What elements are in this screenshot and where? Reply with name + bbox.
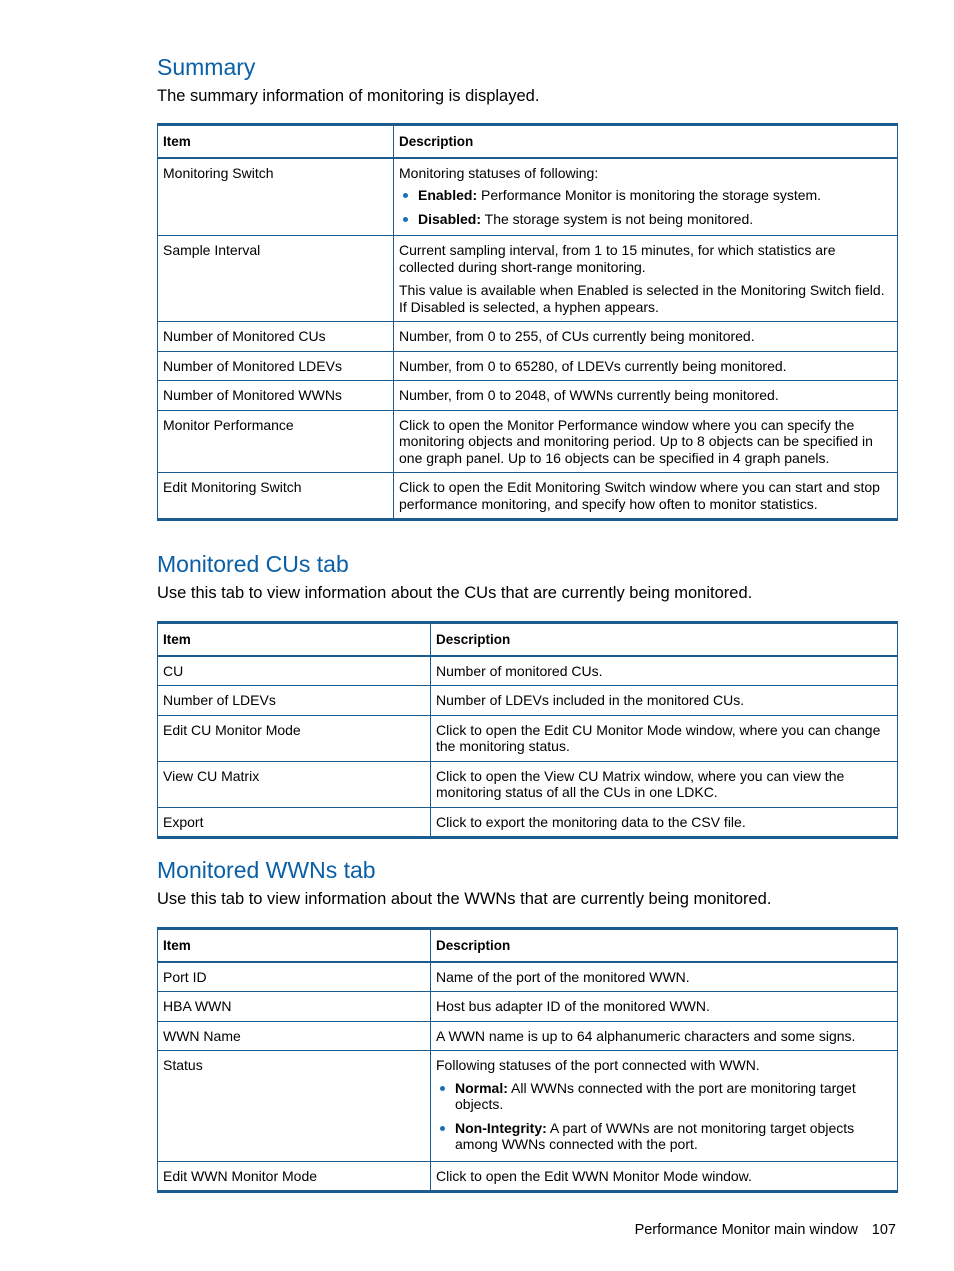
list-item [399,211,892,228]
section-title: Summary [157,54,256,80]
monitored-cus-section [157,550,897,839]
row-description: Number, from 0 to 65280, of LDEVs currently being monitored. [394,351,898,381]
header-item: Item [158,929,431,962]
row-description: Click to export the monitoring data to the CSV file. [431,807,898,838]
bullet-text: All WWNs connected with the port are monitoring target objects. [455,1079,856,1112]
row-description: Number, from 0 to 255, of CUs currently being monitored. [394,322,898,352]
table-row [158,686,898,716]
bullet-term: Non-Integrity: [455,1119,547,1136]
row-item: Edit WWN Monitor Mode [158,1161,431,1192]
table-row [158,473,898,520]
row-description: Click to open the Monitor Performance window where you can specify the monitoring objects and monitoring period. Up to 8 objects can be specified in one graph panel. Up to 16 objects can be specified in 4 graph panels. [394,410,898,473]
footer-label: Performance Monitor main window [634,1222,858,1238]
wwns-table [157,927,898,1193]
table-row [158,715,898,761]
page-number: 107 [871,1222,896,1238]
bullet-term: Normal: [455,1079,508,1096]
row-description: Number of LDEVs included in the monitored CUs. [431,686,898,716]
table-header-row [158,929,898,962]
row-item: Export [158,807,431,838]
list-item [436,1120,892,1153]
description-text: Current sampling interval, from 1 to 15 minutes, for which statistics are collected during short-range monitoring. [399,242,836,275]
row-item: View CU Matrix [158,761,431,807]
table-row [158,1021,898,1051]
row-item: Sample Interval [158,236,394,322]
table-row [158,381,898,411]
table-header-row [158,623,898,656]
description-text: Monitoring statuses of following: [399,164,599,181]
table-row [158,1051,898,1162]
row-description: Host bus adapter ID of the monitored WWN. [431,992,898,1022]
bullet-icon [403,193,408,198]
table-row [158,656,898,686]
row-description [431,1051,898,1162]
summary-section [157,53,897,521]
row-item: Number of Monitored LDEVs [158,351,394,381]
bullet-icon [403,217,408,222]
table-row [158,962,898,992]
row-item: CU [158,656,431,686]
header-description: Description [431,929,898,962]
row-description: Click to open the Edit CU Monitor Mode window, where you can change the monitoring status. [431,715,898,761]
table-row [158,761,898,807]
section-title: Monitored CUs tab [157,551,349,577]
monitored-wwns-section [157,856,897,1193]
table-row [158,410,898,473]
bullet-icon [440,1126,445,1131]
row-description: Click to open the Edit WWN Monitor Mode window. [431,1161,898,1192]
row-item: Monitoring Switch [158,158,394,236]
row-item: HBA WWN [158,992,431,1022]
description-text: This value is available when Enabled is selected in the Monitoring Switch field. If Disabled is selected, a hyphen appears. [399,282,885,315]
header-item: Item [158,125,394,158]
table-row [158,158,898,236]
header-item: Item [158,623,431,656]
row-item: Number of Monitored WWNs [158,381,394,411]
row-item: Number of LDEVs [158,686,431,716]
bullet-list [436,1080,892,1153]
table-row [158,1161,898,1192]
row-description: Click to open the View CU Matrix window, where you can view the monitoring status of all the CUs in one LDKC. [431,761,898,807]
row-item: Edit CU Monitor Mode [158,715,431,761]
page-footer [635,1222,896,1238]
bullet-text: The storage system is not being monitored. [481,210,754,227]
row-item: WWN Name [158,1021,431,1051]
bullet-text: Performance Monitor is monitoring the storage system. [477,187,822,203]
row-item: Edit Monitoring Switch [158,473,394,520]
row-item: Status [158,1051,431,1162]
header-description: Description [431,623,898,656]
row-description: Click to open the Edit Monitoring Switch window where you can start and stop performance monitoring, and specify how often to monitor statistics. [394,473,898,520]
table-row [158,236,898,322]
row-description: Name of the port of the monitored WWN. [431,962,898,992]
table-row [158,992,898,1022]
cus-table [157,621,898,839]
row-description: A WWN name is up to 64 alphanumeric characters and some signs. [431,1021,898,1051]
row-description: Number, from 0 to 2048, of WWNs currently being monitored. [394,381,898,411]
table-row [158,807,898,838]
row-item: Number of Monitored CUs [158,322,394,352]
list-item [399,187,892,204]
bullet-text: A part of WWNs are not monitoring target objects among WWNs connected with the port. [455,1119,855,1152]
row-item: Port ID [158,962,431,992]
section-intro: The summary information of monitoring is displayed. [157,87,540,105]
table-header-row [158,125,898,158]
bullet-list [399,187,892,227]
section-title: Monitored WWNs tab [157,857,376,883]
section-intro: Use this tab to view information about the CUs that are currently being monitored. [157,584,753,602]
bullet-term: Enabled: [418,187,478,203]
summary-table [157,123,898,521]
row-description [394,236,898,322]
row-item: Monitor Performance [158,410,394,473]
bullet-term: Disabled: [418,210,482,227]
table-row [158,322,898,352]
row-description [394,158,898,236]
description-text: Following statuses of the port connected with WWN. [436,1057,760,1073]
header-description: Description [394,125,898,158]
section-intro: Use this tab to view information about the WWNs that are currently being monitored. [157,890,772,908]
row-description: Number of monitored CUs. [431,656,898,686]
bullet-icon [440,1086,445,1091]
list-item [436,1080,892,1113]
table-row [158,351,898,381]
